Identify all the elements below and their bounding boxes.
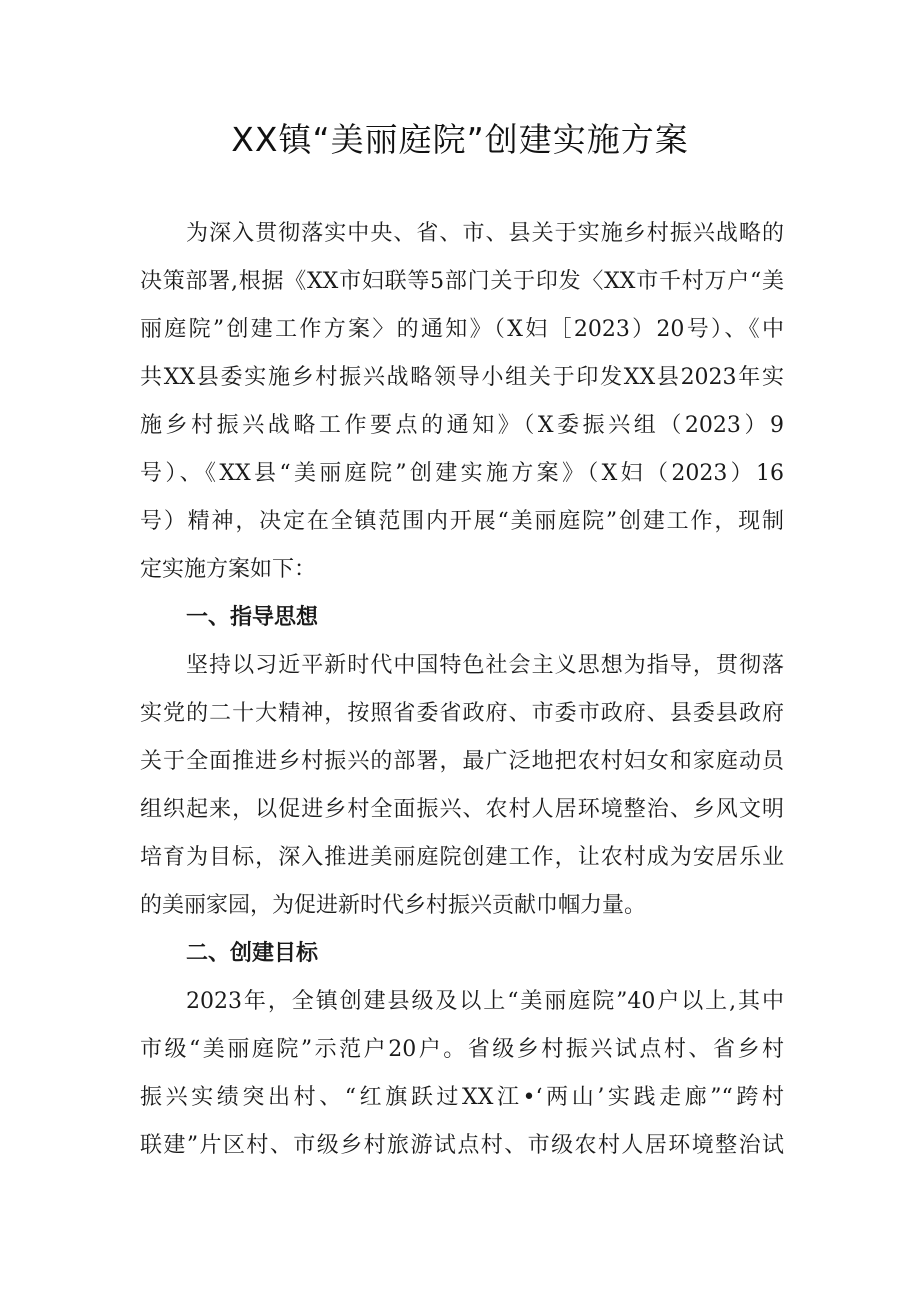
section-heading-guiding-ideology: 一、指导思想	[186, 605, 319, 630]
intro-paragraph	[140, 210, 784, 594]
text-line: 实党的二十大精神，按照省委省政府、市委市政府、县委县政府	[140, 701, 784, 726]
document-title: XX镇“美丽庭院”创建实施方案	[231, 120, 689, 159]
text-line: 关于全面推进乡村振兴的部署，最广泛地把农村妇女和家庭动员	[140, 749, 784, 774]
text-line: 号）、《XX县“美丽庭院”创建实施方案》（X妇（2023）16	[140, 461, 784, 486]
text-line: 组织起来，以促进乡村全面振兴、农村人居环境整治、乡风文明	[140, 797, 784, 822]
text-line: 联建”片区村、市级乡村旅游试点村、市级农村人居环境整治试	[140, 1133, 784, 1158]
creation-goals-paragraph	[140, 978, 784, 1170]
document-body	[140, 210, 784, 1170]
text-line: 为深入贯彻落实中央、省、市、县关于实施乡村振兴战略的	[186, 221, 784, 246]
text-line: 的美丽家园，为促进新时代乡村振兴贡献巾帼力量。	[140, 893, 647, 918]
text-line: 决策部署,根据《XX市妇联等5部门关于印发〈XX市千村万户“美	[140, 269, 784, 294]
text-line: 定实施方案如下：	[140, 557, 317, 582]
section-heading-creation-goals: 二、创建目标	[186, 941, 319, 966]
text-line: 号）精神，决定在全镇范围内开展“美丽庭院”创建工作，现制	[140, 509, 784, 534]
text-line: 施乡村振兴战略工作要点的通知》（X委振兴组（2023）9	[140, 413, 784, 438]
text-line: 市级“美丽庭院”示范户20户。省级乡村振兴试点村、省乡村	[140, 1037, 784, 1062]
text-line: 2023年，全镇创建县级及以上“美丽庭院”40户以上,其中	[186, 989, 784, 1014]
text-line: 共XX县委实施乡村振兴战略领导小组关于印发XX县2023年实	[140, 365, 784, 390]
text-line: 坚持以习近平新时代中国特色社会主义思想为指导，贯彻落	[186, 653, 784, 678]
text-line: 振兴实绩突出村、“红旗跃过XX江•‘两山’实践走廊”“跨村	[140, 1085, 784, 1110]
guiding-ideology-paragraph	[140, 642, 784, 930]
text-line: 培育为目标，深入推进美丽庭院创建工作，让农村成为安居乐业	[140, 845, 784, 870]
text-line: 丽庭院”创建工作方案〉的通知》（X妇［2023）20号）、《中	[140, 317, 784, 342]
